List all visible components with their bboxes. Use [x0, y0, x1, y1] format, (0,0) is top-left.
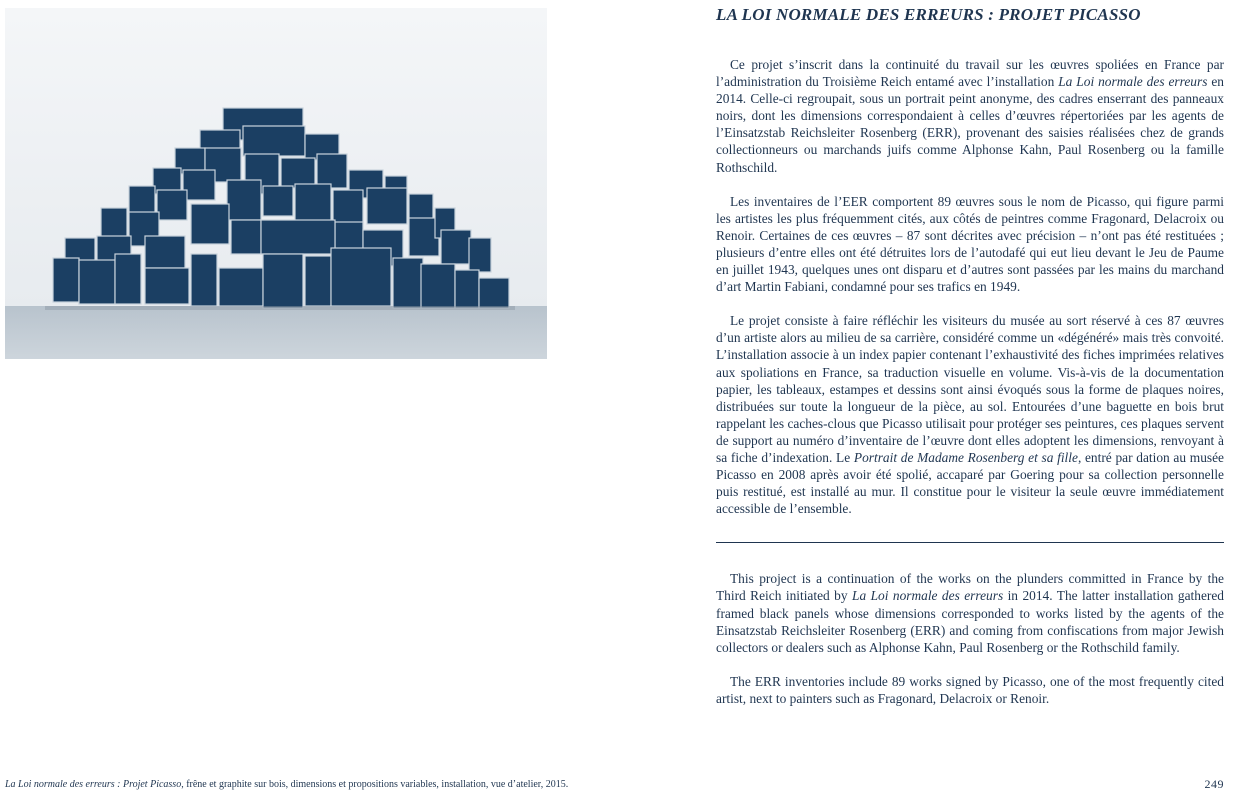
- article-title: LA LOI NORMALE DES ERREURS : PROJET PICASSO: [716, 5, 1141, 24]
- english-paragraph-2: The ERR inventories include 89 works signed by Picasso, one of the most frequently cited artist, next to painters such as Fragonard, Delacroix or Renoir.: [716, 673, 1224, 706]
- framed-panel: [53, 258, 79, 302]
- framed-panel: [79, 260, 115, 304]
- italic-work-title: Portrait de Madame Rosenberg et sa fille: [853, 449, 1078, 465]
- framed-panel: [261, 220, 335, 254]
- framed-panel: [469, 238, 491, 272]
- page-number: 249: [1204, 777, 1224, 791]
- framed-panel: [129, 186, 155, 214]
- french-paragraph-1: [716, 56, 1224, 176]
- framed-panel: [331, 248, 391, 306]
- framed-panel: [191, 204, 229, 244]
- framed-panel: [183, 170, 215, 200]
- caption-work-title: La Loi normale des erreurs : Projet Picasso: [5, 779, 182, 790]
- framed-panel: [421, 264, 455, 308]
- framed-panel: [157, 190, 187, 220]
- english-paragraph-1: [716, 570, 1224, 655]
- framed-panel: [455, 270, 479, 308]
- text-span: Le projet consiste à faire réfléchir les visiteurs du musée au sort réservé à ces 87 œuvres d’un artiste alors au milieu de sa carrière, considéré comme un «dégénéré» mais très convoité. L’installation associe à un index papier contenant l’exhaustivité des fiches imprimées relatives aux spoliations en France, sa traduction visuelle en volume. Vis-à-vis de la documentation papier, les tableaux, estampes et dessins sont ainsi évoqués sous la forme de plaques noires, distribuées sur toute la longueur de la pièce, au sol. Entourées d’une baguette en bois brut rappelant les caches-clous que Picasso utilisait pour protéger ses peintures, ces plaques servent de support au numéro d’inventaire de l’œuvre dont elles adoptent les dimensions, renvoyant à sa fiche d’indexation. Le: [716, 313, 1224, 465]
- framed-panel: [295, 184, 331, 224]
- text-span: , entré par dation au musée Picasso en 2008 après avoir été spolié, accaparé par Goering pour sa collection personnelle puis restitué, est installé au mur. Il constitue pour le visiteur la seule œuvre immédiatement accessible de l’ensemble.: [716, 449, 1224, 517]
- framed-panel: [145, 236, 185, 268]
- framed-panel: [367, 188, 407, 224]
- framed-panel: [393, 258, 423, 308]
- french-paragraph-2: Les inventaires de l’EER comportent 89 œuvres sous le nom de Picasso, qui figure parmi les artistes les plus fréquemment cités, aux côtés de peintres comme Fragonard, Delacroix ou Renoir. Certaines de ces œuvres – 87 sont décrites avec précision – n’ont pas été restituées ; plusieurs d’entre elles ont été détruites lors de l’autodafé qui eut lieu devant le Jeu de Paume en juillet 1943, quelques unes ont disparu et d’autres sont passées par les mains du marchand d’art Martin Fabiani, condamné pour ses trafics en 1949.: [716, 193, 1224, 295]
- text-span: in 2014. The latter installation gathered framed black panels whose dimensions corresponded to works listed by the agents of the Einsatzstab Reichsleiter Rosenberg (ERR) and coming from confiscations from major Jewish collectors or dealers such as Alphonse Kahn, Paul Rosenberg or the Rothschild family.: [716, 588, 1224, 655]
- framed-panel: [145, 268, 189, 304]
- framed-panel: [231, 220, 261, 254]
- text-span: en 2014. Celle-ci regroupait, sous un portrait peint anonyme, des cadres enserrant des panneaux noirs, dont les dimensions correspondaient à celles d’œuvres répertoriées par les agents de l’Einsatzstab Reichsleiter Rosenberg (ERR), provenant des saisies réalisées chez de grands collectionneurs ou marchands juifs comme Alphonse Kahn, Paul Rosenberg ou la famille Rothschild.: [716, 74, 1224, 175]
- framed-panel: [263, 186, 293, 216]
- framed-panel: [115, 254, 141, 304]
- text-span: Ce projet s’inscrit dans la continuité du travail sur les œuvres spoliées en France par l’administration du Troisième Reich entamé avec l’installation: [716, 57, 1224, 90]
- framed-panel: [333, 190, 363, 224]
- floor-shadow: [45, 306, 515, 310]
- photo-caption: [5, 779, 568, 790]
- french-paragraph-3: [716, 312, 1224, 517]
- section-divider: [716, 542, 1224, 543]
- installation-photo-svg: [5, 8, 547, 359]
- framed-panel: [191, 254, 217, 306]
- framed-panel: [441, 230, 471, 264]
- article: [716, 4, 1224, 707]
- italic-work-title: La Loi normale des erreurs: [852, 588, 1004, 604]
- italic-work-title: La Loi normale des erreurs: [1058, 74, 1208, 90]
- text-span: This project is a continuation of the works on the plunders committed in France by the Third Reich initiated by: [716, 571, 1224, 604]
- framed-panel: [263, 254, 303, 308]
- framed-panel: [101, 208, 127, 238]
- framed-panel: [305, 256, 331, 306]
- framed-panel: [219, 268, 263, 306]
- framed-panel: [227, 180, 261, 220]
- framed-panel: [243, 126, 305, 156]
- caption-details: , frêne et graphite sur bois, dimensions et propositions variables, installation, vue d’atelier, 2015.: [181, 779, 569, 790]
- installation-photo: [5, 8, 547, 359]
- framed-panel: [479, 278, 509, 308]
- floor: [5, 306, 547, 359]
- framed-panel: [317, 154, 347, 188]
